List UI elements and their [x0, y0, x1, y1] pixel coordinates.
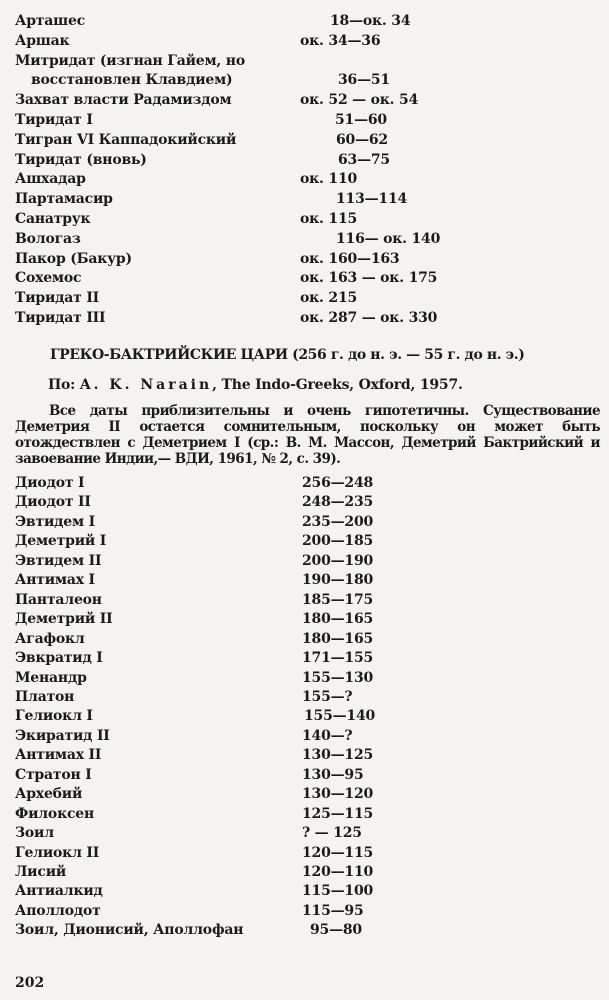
table-row: [0, 728, 609, 748]
table-row: [0, 251, 609, 271]
reign-dates: 180—165: [302, 611, 374, 628]
table-row: [0, 864, 609, 884]
ruler-name: Аполлодот: [15, 902, 101, 919]
table-row: [0, 13, 609, 33]
ruler-name: Арташес: [15, 13, 86, 29]
reign-dates: 130—120: [302, 786, 374, 803]
table-row: [0, 191, 609, 211]
table-row: [0, 475, 609, 495]
reign-dates: ок. 160—163: [300, 250, 400, 267]
table-row: [0, 72, 609, 92]
reign-dates: 115—95: [302, 902, 364, 919]
reign-dates: 63—75: [338, 151, 390, 168]
table-row: [0, 708, 609, 728]
table-row: [0, 806, 609, 826]
table-row: [0, 689, 609, 709]
table-row: [0, 825, 609, 845]
ruler-name: Митридат (изгнан Гайем, но: [15, 52, 245, 69]
table-row: [0, 670, 609, 690]
reign-dates: ок. 115: [300, 211, 358, 227]
ruler-name: Диодот II: [15, 494, 91, 511]
table-row: [0, 611, 609, 631]
reign-dates: 155—140: [304, 708, 376, 725]
reign-dates: ок. 52 — ок. 54: [300, 92, 419, 109]
reign-dates: 155—?: [302, 688, 353, 705]
reign-dates: 120—110: [302, 864, 374, 880]
reign-dates: 36—51: [338, 72, 390, 89]
table-row: [0, 310, 609, 330]
table-row: [0, 903, 609, 923]
table-row: [0, 231, 609, 251]
reign-dates: 115—100: [302, 883, 374, 900]
ruler-name: Эвтидем I: [15, 513, 95, 530]
table-row: [0, 883, 609, 903]
reign-dates: 116— ок. 140: [336, 230, 441, 247]
ruler-name: Антиалкид: [15, 883, 103, 900]
ruler-name: Захват власти Радамиздом: [15, 92, 232, 109]
ruler-name: Тигран VI Каппадокийский: [15, 131, 237, 148]
ruler-name: Ашхадар: [15, 171, 86, 188]
table-row: [0, 845, 609, 865]
source-prefix: По:: [48, 377, 80, 393]
reign-dates: ок. 163 — ок. 175: [300, 270, 438, 287]
reign-dates: 235—200: [302, 513, 374, 530]
table-row: [0, 33, 609, 53]
ruler-name: восстановлен Клавдием): [31, 72, 233, 89]
ruler-name: Эвтидем II: [15, 552, 102, 569]
ruler-name: Тиридат II: [15, 290, 100, 307]
table-row: [0, 132, 609, 152]
reign-dates: 120—115: [302, 844, 374, 861]
reign-dates: 190—180: [302, 572, 374, 589]
table-row: [0, 592, 609, 612]
source-author: A. K. Narain: [79, 377, 213, 393]
ruler-name: Эвкратид I: [15, 650, 103, 667]
reign-dates: 248—235: [302, 494, 374, 511]
reign-dates: 95—80: [310, 922, 362, 939]
ruler-name: Партамасир: [15, 191, 113, 208]
ruler-name: Стратон I: [15, 766, 92, 783]
ruler-name: Санатрук: [15, 211, 91, 227]
reign-dates: 51—60: [335, 112, 387, 128]
section-note: Все даты приблизительны и очень гипотетичны. Существование Деметрия II остается сомнительным, поскольку он может быть отождествлен с Деметрием I (ср.: В. М. Массон, Деметрий Бактрийский и завоевание Индии,— ВДИ, 1961, № 2, с. 39).: [15, 403, 600, 467]
ruler-name: Диодот I: [15, 475, 85, 491]
reign-dates: 125—115: [302, 805, 374, 822]
table-row: [0, 270, 609, 290]
reign-dates: 155—130: [302, 669, 374, 686]
table-row: [0, 922, 609, 942]
reign-dates: 180—165: [302, 630, 374, 647]
reign-dates: 171—155: [302, 650, 374, 667]
reign-dates: 18—ок. 34: [330, 13, 411, 29]
ruler-name: Деметрий I: [15, 533, 107, 550]
table-row: [0, 650, 609, 670]
source-citation: [48, 377, 463, 393]
table-row: [0, 494, 609, 514]
ruler-name: Сохемос: [15, 270, 82, 287]
reign-dates: 256—248: [302, 475, 374, 491]
table-row: [0, 92, 609, 112]
table-row: [0, 767, 609, 787]
table-row: [0, 514, 609, 534]
reign-dates: 185—175: [302, 591, 374, 608]
ruler-name: Тиридат (вновь): [15, 151, 147, 168]
reign-dates: ок. 110: [300, 171, 358, 188]
reign-dates: ок. 34—36: [300, 32, 381, 49]
ruler-name: Тиридат III: [15, 310, 106, 326]
ruler-name: Менандр: [15, 669, 87, 686]
table-row: [0, 572, 609, 592]
ruler-name: Агафокл: [15, 630, 85, 647]
table-row: [0, 553, 609, 573]
table-row: [0, 533, 609, 553]
table-row: [0, 171, 609, 191]
reign-dates: ок. 215: [300, 290, 358, 307]
ruler-name: Гелиокл II: [15, 844, 100, 861]
page-number: 202: [15, 975, 45, 991]
ruler-name: Экиратид II: [15, 727, 110, 744]
ruler-name: Аршак: [15, 32, 70, 49]
table-row: [0, 747, 609, 767]
source-rest: , The Indo-Greeks, Oxford, 1957.: [212, 377, 463, 393]
ruler-name: Антимах I: [15, 572, 95, 589]
reign-dates: ок. 287 — ок. 330: [300, 310, 438, 326]
ruler-name: Тиридат I: [15, 112, 93, 128]
ruler-name: Платон: [15, 688, 75, 705]
reign-dates: 200—185: [302, 533, 374, 550]
table-row: [0, 786, 609, 806]
ruler-name: Архебий: [15, 786, 83, 803]
section-heading: ГРЕКО-БАКТРИЙСКИЕ ЦАРИ (256 г. до н. э. — 55 г. до н. э.): [50, 347, 525, 363]
reign-dates: 200—190: [302, 552, 374, 569]
table-row: [0, 112, 609, 132]
table-row: [0, 290, 609, 310]
table-row: [0, 53, 609, 73]
ruler-name: Деметрий II: [15, 611, 113, 628]
ruler-name: Филоксен: [15, 805, 95, 822]
reign-dates: 140—?: [302, 727, 353, 744]
ruler-name: Панталеон: [15, 591, 102, 608]
reign-dates: ? — 125: [302, 825, 362, 842]
ruler-name: Пакор (Бакур): [15, 250, 132, 267]
ruler-name: Лисий: [15, 864, 67, 880]
reign-dates: 130—125: [302, 747, 374, 764]
ruler-name: Зоил: [15, 825, 54, 842]
reign-dates: 113—114: [336, 191, 408, 208]
ruler-name: Вологаз: [15, 230, 81, 247]
reign-dates: 60—62: [336, 131, 388, 148]
reign-dates: 130—95: [302, 766, 364, 783]
table-row: [0, 211, 609, 231]
ruler-name: Зоил, Дионисий, Аполлофан: [15, 922, 244, 939]
table-row: [0, 152, 609, 172]
table-row: [0, 631, 609, 651]
ruler-name: Антимах II: [15, 747, 102, 764]
ruler-name: Гелиокл I: [15, 708, 93, 725]
